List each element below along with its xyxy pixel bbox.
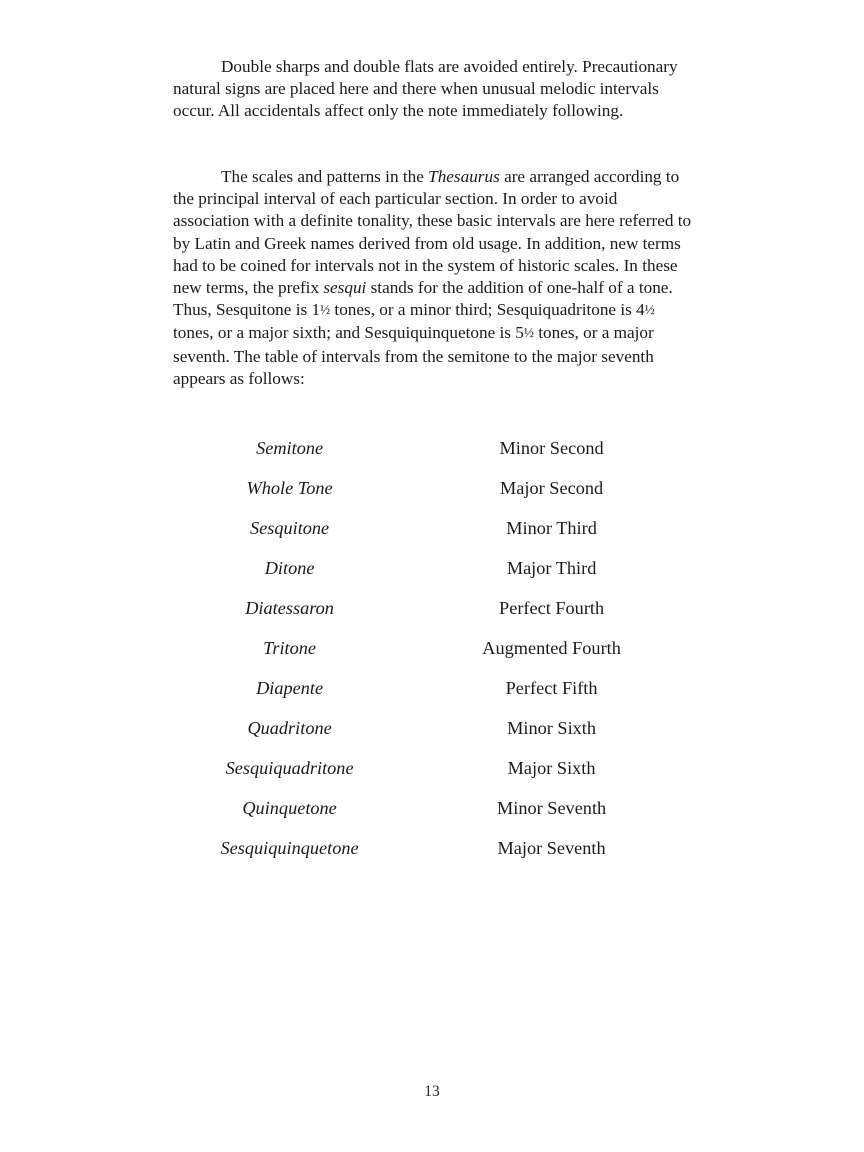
interval-common-name: Augmented Fourth (482, 638, 621, 658)
table-row (173, 748, 697, 788)
interval-latin-name: Ditone (264, 558, 315, 578)
table-row (173, 468, 697, 508)
text-run: Double sharps and double flats are avoided entirely. Precautionary natural signs are placed here and there when unusual melodic intervals occur. All accidentals affect only the note immediately following. (173, 57, 678, 121)
text-run: The scales and patterns in the (221, 167, 429, 186)
fraction-glyph: ½ (644, 301, 655, 317)
text-run: stands for the addition of one-half of a tone. Thus, Sesquitone is 1 (173, 278, 673, 320)
interval-latin-name: Diapente (256, 678, 324, 698)
interval-latin-name: Semitone (256, 438, 324, 458)
table-row (173, 508, 697, 548)
table-row (173, 588, 697, 628)
paragraph-accidentals (173, 56, 697, 123)
interval-latin-name: Quinquetone (242, 798, 337, 818)
interval-common-name: Minor Sixth (507, 718, 597, 738)
paragraph-text (173, 56, 697, 123)
page-number: 13 (424, 1083, 440, 1100)
table-row (173, 708, 697, 748)
paragraph-arrangement (173, 166, 697, 390)
interval-common-name: Major Second (500, 478, 604, 498)
interval-latin-name: Quadritone (247, 718, 332, 738)
text-run: tones, or a minor third; Sesquiquadritone is 4 (330, 300, 645, 320)
table-row (173, 428, 697, 468)
table-row (173, 828, 697, 868)
interval-common-name: Minor Second (499, 438, 604, 458)
interval-common-name: Perfect Fourth (499, 598, 605, 618)
fraction-glyph: ½ (320, 301, 331, 317)
interval-common-name: Minor Third (506, 518, 597, 538)
interval-common-name: Major Third (506, 558, 597, 578)
interval-common-name: Major Seventh (497, 838, 606, 858)
interval-latin-name: Sesquitone (249, 518, 330, 538)
table-row (173, 668, 697, 708)
interval-common-name: Perfect Fifth (505, 678, 598, 698)
interval-common-name: Major Sixth (507, 758, 596, 778)
interval-table-body (173, 428, 697, 868)
paragraph-text (173, 166, 697, 390)
text-run: tones, or a major seventh. The table of intervals from the semitone to the major seventh appears as follows: (173, 323, 654, 388)
interval-latin-name: Sesquiquinquetone (220, 838, 359, 858)
text-run: tones, or a major sixth; and Sesquiquinquetone is 5 (173, 323, 524, 343)
interval-latin-name: Sesquiquadritone (225, 758, 354, 778)
interval-latin-name: Whole Tone (246, 478, 333, 498)
interval-latin-name: Tritone (263, 638, 316, 658)
emphasized-term: Thesaurus (428, 167, 500, 186)
interval-latin-name: Diatessaron (245, 598, 334, 618)
emphasized-term: sesqui (323, 278, 367, 298)
text-run: are arranged according to the principal interval of each particular section. In order to avoid association with a definite tonality, these basic intervals are here referred to by Latin and Greek names derived from old usage. In addition, new terms had to be coined for intervals not in the system of historic scales. In these new terms, the prefix (173, 167, 692, 298)
table-row (173, 548, 697, 588)
table-row (173, 628, 697, 668)
interval-common-name: Minor Seventh (497, 798, 607, 818)
interval-table (173, 428, 697, 868)
table-row (173, 788, 697, 828)
fraction-glyph: ½ (523, 325, 534, 341)
